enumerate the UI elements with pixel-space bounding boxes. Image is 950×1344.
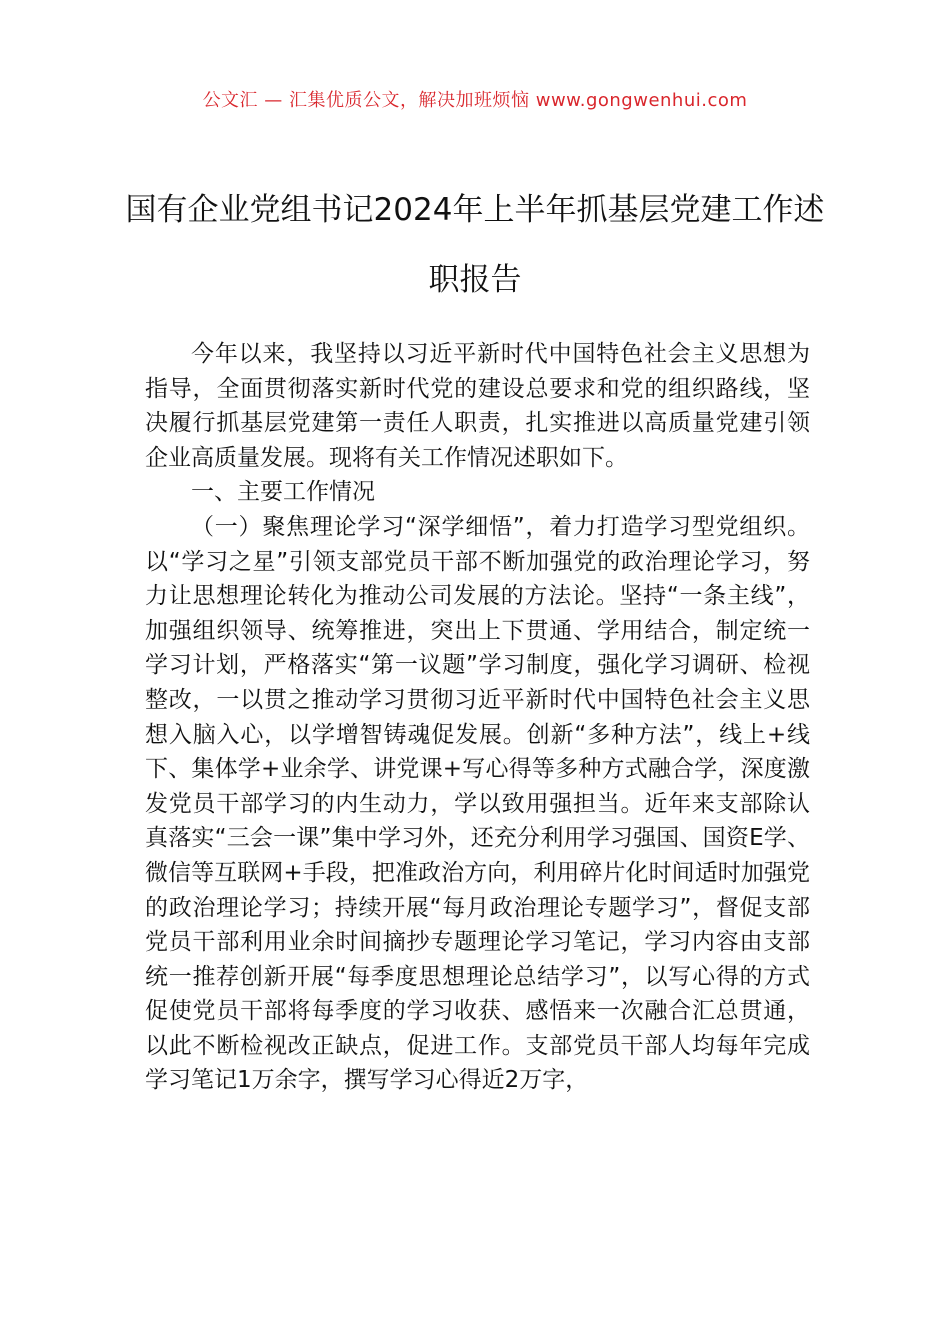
header-banner: 公文汇 — 汇集优质公文，解决加班烦恼 www.gongwenhui.com [202, 90, 748, 111]
document-title: 国有企业党组书记2024年上半年抓基层党建工作述职报告 [125, 192, 825, 298]
intro-paragraph: 今年以来，我坚持以习近平新时代中国特色社会主义思想为指导，全面贯彻落实新时代党的建设总要求和党的组织路线，坚决履行抓基层党建第一责任人职责，扎实推进以高质量党建引领企业高质量发展。现将有关工作情况述职如下。 [145, 341, 810, 471]
body-paragraph: （一）聚焦理论学习“深学细悟”，着力打造学习型党组织。以“学习之星”引领支部党员干部不断加强党的政治理论学习，努力让思想理论转化为推动公司发展的方法论。坚持“一条主线”，加强组织领导、统筹推进，突出上下贯通、学用结合，制定统一学习计划，严格落实“第一议题”学习制度，强化学习调研、检视整改，一以贯之推动学习贯彻习近平新时代中国特色社会主义思想入脑入心，以学增智铸魂促发展。创新“多种方法”，线上+线下、集体学+业余学、讲党课+写心得等多种方式融合学，深度激发党员干部学习的内生动力，学以致用强担当。近年来支部除认真落实“三会一课”集中学习外，还充分利用学习强国、国资E学、微信等互联网+手段，把准政治方向，利用碎片化时间适时加强党的政治理论学习；持续开展“每月政治理论专题学习”，督促支部党员干部利用业余时间摘抄专题理论学习笔记，学习内容由支部统一推荐创新开展“每季度思想理论总结学习”，以写心得的方式促使党员干部将每季度的学习收获、感悟来一次融合汇总贯通，以此不断检视改正缺点，促进工作。支部党员干部人均每年完成学习笔记1万余字，撰写学习心得近2万字， [145, 513, 810, 1094]
section-heading: 一、主要工作情况 [191, 479, 375, 506]
document-body [145, 337, 810, 1098]
